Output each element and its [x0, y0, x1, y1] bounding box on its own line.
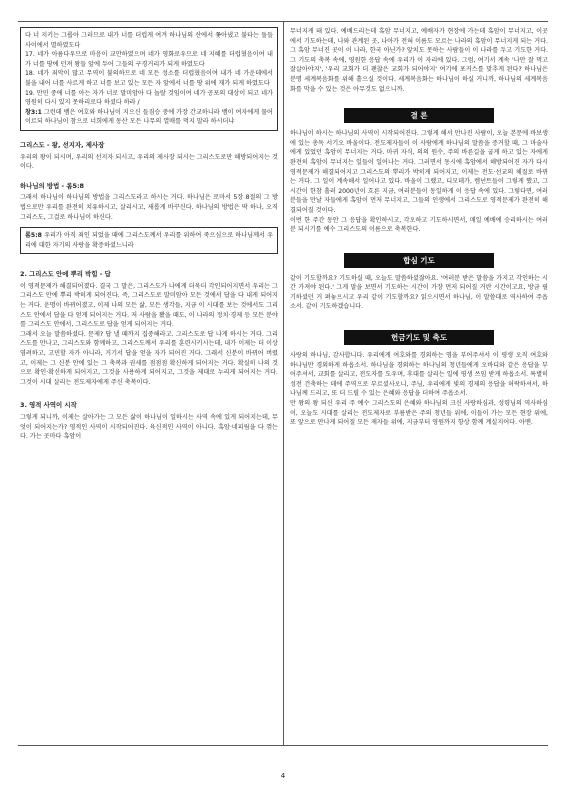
- scripture-reference: [25, 231, 273, 250]
- section-paragraph: 이 영적문제가 해결되어졌다. 결국 그 말은, 그리스도가 나에게 더욱더 각인되어지면서 우리는 그 그리스도 안에 뿌리 박히게 되어진다. 즉, 그리스도로 말미암아 모든 것에서 답을 다 내게 되어지는 거다. 운명이 바뀌어졌고, 이제 나의 모든 삶, 모든 생각들, 지금 이 시대를 보는 것에서도 그리스도 안에서 답을 다 얻게 되어지는 거다. 저 사람을 봤을 때도, 이 나라의 정치·경제 등 모든 분야를 그리스도 안에서, 그리스도로 답을 얻게 되어지는 거다.: [20, 282, 278, 329]
- banner-title: 합심 기도: [403, 255, 435, 265]
- intro-paragraph: 무너지게 돼 있다. 예배드리는데 혹암 무너지고, 예배자가 현장에 가는데 혹암이 무너지고, 이곳에서 기도하는데, 나와 관계된 곳, 나아가 전혀 이름도 모르는 나라의 혹암이 무너지게 되는 거다. 그 혹암 무너진 곳이 이 나라, 한국 아닌가? 앞치도 못하는 사람들이 이 나라를 두고 기도한 거다. 그 기도의 축복 속에, 영원한 응답 속에 우리가 이 자리에 있다. 그럼, 여기서 계속 '나만 잘 먹고 잘살아야지', '우리 교회가 더 괜찮은 교회가 되어야지' 여기에 포커스를 맞추게 된다? 하나님은 분명 세계복음화를 위해 흩으실 것이다. 세계복음화는 하나님이 하실 거니까, 하나님의 세계복음화를 막을 수 있는 것은 아무것도 없으니까.: [290, 28, 548, 93]
- prayer-paragraph: 같이 기도할까요? 기도하실 때, 오늘도 말씀하셨잖아요. '여러분 받은 말씀을 가지고 각인하는 시간 가져야 된다.' 그게 말을 보면서 기도하는 시간이 가장 먼저 되어질 거란 시간이고요, 방금 필기하셨던 거 펴놓으시고 우리 같이 기도할까요? 읽으시면서 하나님, 이 말씀대로 역사하여 주옵소서. 같이 기도하겠습니다.: [290, 274, 548, 311]
- right-column: [290, 27, 548, 428]
- section-title: 하나님의 방법 - 롬5:8: [20, 181, 84, 190]
- section-body: 우리의 왕이 되시며, 우리의 선지자 되시고, 우리의 제사장 되시는 그리스도로만 해방되어지는 것이다.: [20, 153, 278, 171]
- left-column: [20, 27, 278, 442]
- section-banner: [344, 330, 494, 345]
- section-body: 그래서 하나님이 하나님의 방법을 그리스도라고 하시는 거다. 하나님은 로마서 5장 8절의 그 방법으로만 우리를 완전히 치유하시고, 살리시고, 새롭게 바꾸신다. 하나님의 방법은 딱 하나, 오직 그리스도, 그걸로 하나님이 하신다.: [20, 194, 278, 221]
- section-title: 그리스도 - 왕, 선지자, 제사장: [20, 140, 105, 149]
- section-banner: [344, 108, 494, 123]
- column-divider: [283, 21, 284, 745]
- banner-title: 결 론: [410, 111, 428, 121]
- scripture-line: 17. 네가 아름다우므로 마음이 교만하였으며 네가 영화로우므로 네 지혜를 더럽혔음이여 내가 너를 땅에 던져 왕들 앞에 두어 그들의 구경거리가 되게 하였도다: [25, 51, 273, 68]
- banner-title: 헌금기도 및 축도: [391, 333, 447, 343]
- reference-label: 롬5:8: [25, 232, 42, 240]
- reference-text: 그런데 뱀은 여호와 하나님이 지으신 들짐승 중에 가장 간교하니라 뱀이 여자에게 물어 이르되 하나님이 참으로 너희에게 동산 모든 나무의 열매를 먹지 말라 하시더냐: [25, 108, 273, 126]
- section-paragraph: 그래서 오늘 말씀하셨다. 문제? 답 낼 때까지 집중해라고. 그리스도로 답 나게 하시는 거다. 그리스도를 만나고, 그리스도와 함께하고, 그리스도께서 우리를 훈련시키시는데, 내가 이제는 더 이상 염려하고, 고민할 자가 아니라, 거기서 답을 얻을 자가 되어진 거다. 그래서 신분이 바뀌어 버렸고, 이제는 그 신분 안에 있는 그 축복과 권세를 점점점 확신하게 되어지는 거다. 확실히 나의 것으로 확인·확신하게 되어지고, 그것을 사용하게 되어지고, 그것을 제대로 누리게 되어지는 거다. 그것이 시대 살리는 전도제자에게 주신 축복이다.: [20, 330, 278, 386]
- scripture-reference: [25, 108, 273, 127]
- section-body: 그렇게 되니까, 이제는 살아가는 그 모든 삶이 하나님이 일하시는 사역 속에 있게 되어지는데, 무엇이 되어지는가? 영적인 사역이 시작되어진다. 육신적인 사역이 아니다. 혹암·네피림을 다 꺾는다. 가는 곳마다 혹암이: [20, 414, 278, 441]
- page-number: 4: [280, 772, 286, 780]
- bottom-rule: [18, 745, 548, 746]
- closing-paragraph: 만 왕의 왕 되신 우리 주 예수 그리스도의 은혜와 하나님의 크신 사랑하심과, 성령님의 역사하심이, 오늘도 시대를 살리는 전도제자로 부름받은 주의 청년들 위에, 이들이 가는 모든 현장 위에, 또 앞으로 만나게 되어질 모든 제자들 위에, 지금부터 영원까지 항상 함께 계실지어다. 아멘.: [290, 400, 548, 427]
- scripture-box: [20, 227, 278, 254]
- section-title: 3. 영적 사역이 시작: [20, 401, 77, 410]
- closing-paragraph: 사랑의 하나님, 감사합니다. 우리에게 여호와를 경외하는 영을 부어주셔서 이 평생 오직 여호와 하나님만 경외하게 하옵소서. 하나님을 경외하는 하나님의 청년들에게 오바디와 같은 응답을 부어주셔서, 교회를 살리고, 전도자를 도우며, 후대를 살리는 일에 평생 쓰임 받게 하옵소서. 특별히 성전 건축하는 데에 주역으로 부르셨사오니, 주님, 우리에게 빛의 경제의 응답을 허락하셔서, 하나님께 드리고, 또 더 드릴 수 있는 은혜와 응답을 더하여 주옵소서.: [290, 352, 548, 398]
- scripture-line: 다 너 지키는 그룹아 그러므로 내가 너를 더럽게 여겨 하나님의 산에서 쫓아냈고 불타는 돌들 사이에서 멸하였도다: [25, 32, 273, 49]
- conclusion-paragraph: 하나님이 하시는 하나님의 사역이 시작되어진다. 그렇게 해서 만나진 사람이, 오늘 본문에 바보생에 있는 총독 서기오 바울이다. 전도제자들이 이 사람에게 하나님의 말씀을 증거할 때, 그 마술사에게 있었던 혹암이 무너지는 거다. 마귀 자식, 의의 원수, 주의 바른길을 굽게 하고 있는 자에게 완전히 혹암이 무너지는 일들이 일어나는 거다. 그러면서 동시에 혹암에서 해방되어진 자가 다시 영적문제가 해결되어지고 그리스도의 뿌리가 박히게 되어지고, 이제는 전도·선교의 체질로 바뀌는 거다. 그 일이 계속해서 일어나고 있다. 바울이 그랬고, 디모데가, 렘넌트들이 그렇게 했고, 그 시간이 한참 흘러 2000년이 흐른 지금, 여러분들이 동일하게 이 응답 속에 있다. 그렇다면, 여러분들을 만날 자들에게 혹암이 먼저 무너지고, 그들의 인생에서 그리스도로 영적문제가 완전히 해결되어질 것이다.: [290, 130, 548, 214]
- section-banner: [344, 253, 494, 268]
- reference-text: 우리가 아직 죄인 되었을 때에 그리스도께서 우리를 위하여 죽으심으로 하나님께서 우리에 대한 자기의 사랑을 확증하셨느니라: [25, 232, 273, 249]
- conclusion-paragraph: 이번 한 주간 동안 그 응답을 확인하시고, 각오하고 기도하시면서, 매일 예배에 승리하시는 여러분 되시기를 예수 그리스도의 이름으로 축복한다.: [290, 216, 548, 234]
- section-title: 2. 그리스도 안에 뿌리 박힘 - 답: [20, 270, 111, 279]
- scripture-box: [20, 27, 278, 131]
- reference-label: 창3:1: [25, 108, 42, 116]
- scripture-line: 19. 만민 중에 너를 아는 자가 너로 말미암아 다 놀랄 것임이여 네가 공포의 대상이 되고 네가 영원히 다시 있지 못하리로다 하셨다 하라 /: [25, 89, 273, 107]
- scripture-line: 18. 네가 죄악이 많고 무역이 불의하므로 네 모든 성소를 더럽혔음이여 내가 네 가운데에서 불을 내어 너를 사르게 하고 너를 보고 있는 모든 자 앞에서 너를 땅 위에 재가 되게 하였도다: [25, 70, 273, 87]
